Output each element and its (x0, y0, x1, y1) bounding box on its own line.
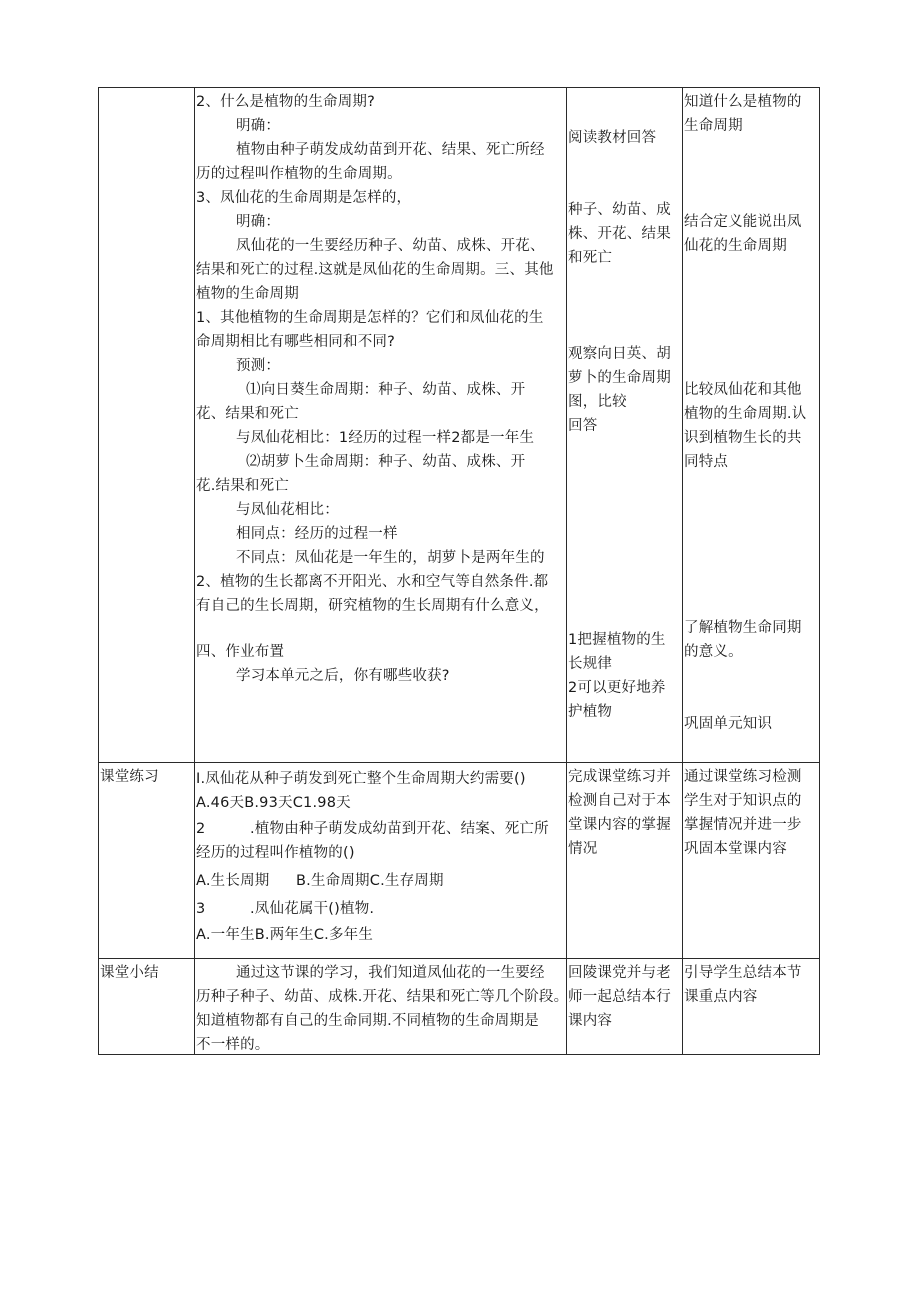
exercise-line: A.生长周期 (196, 873, 270, 889)
summary-line: 历种子种子、幼苗、成株.开花、结果和死亡等几个阶段。 (196, 989, 569, 1005)
intent-line: 识到植物生长的共 (684, 430, 802, 446)
exercise-line: 2 (196, 821, 206, 837)
student-line: 回陵课党并与老 (568, 965, 671, 981)
intent-line: 了解植物生命同期 (684, 620, 802, 636)
intent-line: 结合定义能说出凤 (684, 214, 802, 230)
content-line: 有自己的生长周期，研究植物的生长周期有什么意义， (196, 598, 549, 614)
student-line: 观察向日英、胡 (568, 346, 671, 362)
intent-line: 巩固单元知识 (684, 716, 773, 732)
student-line: 1把握植物的生 (568, 632, 666, 648)
summary-line: 通过这节课的学习，我们知道凤仙花的一生要经 (236, 965, 545, 981)
student-line: 和死亡 (568, 250, 613, 266)
student-line: 护植物 (568, 704, 613, 720)
content-line: 四、作业布置 (196, 644, 285, 660)
content-line: 2、什么是植物的生命周期? (196, 94, 376, 110)
intent-line: 比较凤仙花和其他 (684, 382, 802, 398)
content-line: 花、结果和死亡 (196, 406, 299, 422)
exercise-line: .凤仙花属干()植物. (250, 901, 375, 917)
student-line: 师一起总结本行 (568, 989, 671, 1005)
student-line: 阅读教材回答 (568, 130, 657, 146)
row2-label: 课堂练习 (100, 769, 159, 785)
student-line: 回答 (568, 418, 598, 434)
student-line: 长规律 (568, 656, 613, 672)
exercise-line: .植物由种子萌发成幼苗到开花、结案、死亡所 (250, 821, 549, 837)
student-line: 萝卜的生命周期 (568, 370, 671, 386)
intent-line: 植物的生命周期.认 (684, 406, 807, 422)
content-line: 结果和死亡的过程.这就是凤仙花的生命周期。三、其他 (196, 262, 554, 278)
student-line: 株、开花、结果 (568, 226, 671, 242)
exercise-line: 经历的过程叫作植物的() (196, 845, 355, 861)
student-line: 堂课内容的掌握 (568, 817, 671, 833)
content-line: 明确： (236, 118, 281, 134)
content-line: 1、其他植物的生命周期是怎样的？它们和凤仙花的生 (196, 310, 544, 326)
exercise-line: A.46天B.93天C1.98天 (196, 795, 351, 811)
content-line: 不同点：凤仙花是一年生的，胡萝卜是两年生的 (236, 550, 545, 566)
intent-line: 知道什么是植物的 (684, 94, 802, 110)
exercise-line: 3 (196, 901, 206, 917)
intent-line: 巩固本堂课内容 (684, 841, 787, 857)
student-line: 检测自己对于本 (568, 793, 671, 809)
content-line: 明确： (236, 214, 281, 230)
intent-line: 学生对于知识点的 (684, 793, 802, 809)
student-line: 情况 (568, 841, 598, 857)
exercise-line: A.一年生B.两年生C.多年生 (196, 927, 374, 943)
content-line: 植物的生命周期 (196, 286, 299, 302)
content-line: 植物由种子萌发成幼苗到开花、结果、死亡所经 (236, 142, 545, 158)
content-line: 3、凤仙花的生命周期是怎样的， (196, 190, 412, 206)
row3-label: 课堂小结 (100, 965, 159, 981)
intent-line: 通过课堂练习检测 (684, 769, 802, 785)
content-line: 历的过程叫作植物的生命周期。 (196, 166, 402, 182)
student-line: 2可以更好地养 (568, 680, 666, 696)
summary-line: 不一样的。 (196, 1037, 270, 1053)
intent-line: 生命周期 (684, 118, 743, 134)
student-line: 图，比较 (568, 394, 627, 410)
intent-line: 课重点内容 (684, 989, 758, 1005)
intent-line: 掌握情况并进一步 (684, 817, 802, 833)
exercise-line: I.凤仙花从种子萌发到死亡整个生命周期大约需要() (196, 771, 526, 787)
student-line: 完成课堂练习并 (568, 769, 671, 785)
intent-line: 同特点 (684, 454, 729, 470)
summary-line: 知道植物都有自己的生命同期.不同植物的生命周期是 (196, 1013, 539, 1029)
student-line: 种子、幼苗、成 (568, 202, 671, 218)
content-line: 学习本单元之后，你有哪些收获? (236, 668, 450, 684)
content-line: 与凤仙花相比：1经历的过程一样2都是一年生 (236, 430, 535, 446)
content-line: 相同点：经历的过程一样 (236, 526, 398, 542)
student-line: 课内容 (568, 1013, 613, 1029)
intent-line: 引导学生总结本节 (684, 965, 802, 981)
intent-line: 仙花的生命周期 (684, 238, 787, 254)
content-line: 花.结果和死亡 (196, 478, 290, 494)
content-line: 与凤仙花相比： (236, 502, 339, 518)
content-line: ⑴向日葵生命周期：种子、幼苗、成株、开 (246, 382, 526, 398)
content-line: ⑵胡萝卜生命周期：种子、幼苗、成株、开 (246, 454, 526, 470)
content-line: 命周期相比有哪些相同和不同? (196, 334, 395, 350)
content-line: 凤仙花的一生要经历种子、幼苗、成株、开花、 (236, 238, 545, 254)
exercise-line: B.生命周期C.生存周期 (296, 873, 444, 889)
content-line: 2、植物的生长都离不开阳光、水和空气等自然条件.都 (196, 574, 549, 590)
content-line: 预测： (236, 358, 281, 374)
intent-line: 的意义。 (684, 644, 743, 660)
